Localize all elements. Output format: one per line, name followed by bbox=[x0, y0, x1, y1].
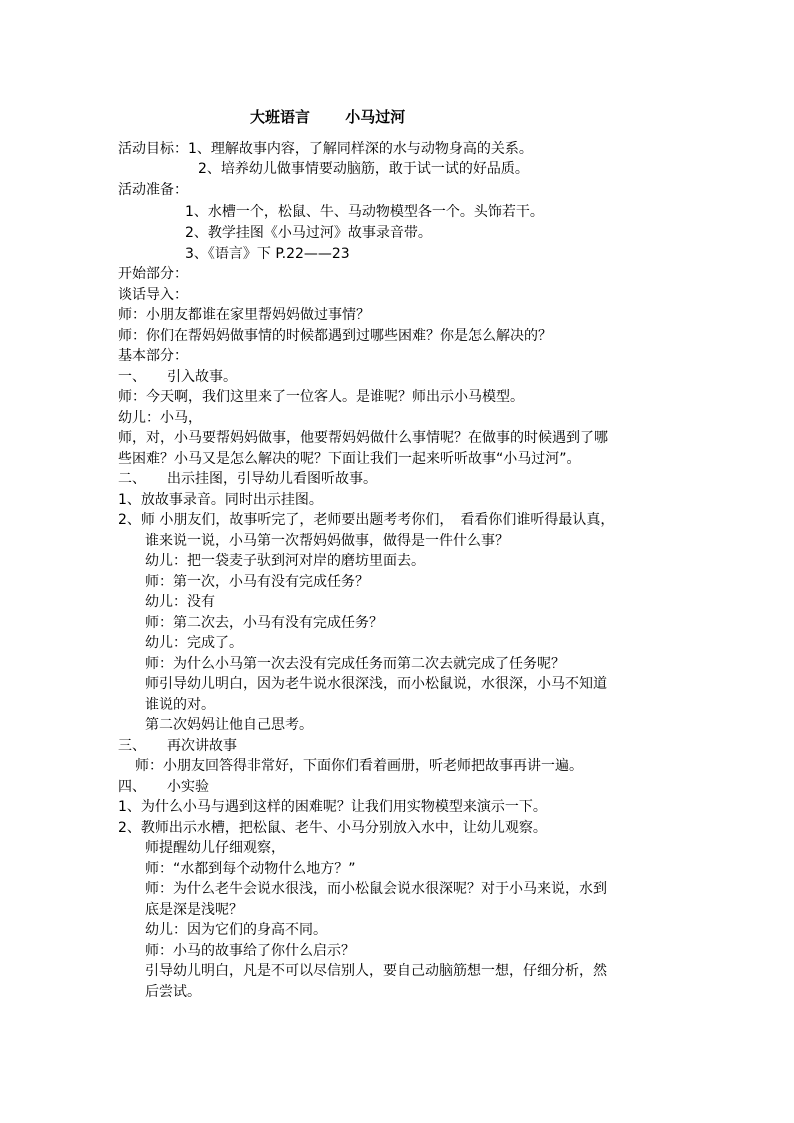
dialogue-line: 师：第二次去，小马有没有完成任务？ bbox=[145, 615, 383, 631]
text-line: 师：今天啊，我们这里来了一位客人。是谁呢？师出示小马模型。 bbox=[118, 389, 524, 405]
text-line: 1、为什么小马与遇到这样的困难呢？让我们用实物模型来演示一下。 bbox=[118, 799, 547, 815]
text-line: 师：小朋友回答得非常好，下面你们看着画册，听老师把故事再讲一遍。 bbox=[135, 758, 583, 774]
section-heading: 谈话导入： bbox=[118, 287, 188, 303]
text-line: 2、教师出示水槽，把松鼠、老牛、小马分别放入水中，让幼儿观察。 bbox=[118, 820, 547, 836]
prep-item-1: 1、水槽一个，松鼠、牛、马动物模型各一个。头饰若干。 bbox=[185, 204, 544, 220]
dialogue-line: 师提醒幼儿仔细观察， bbox=[145, 840, 285, 856]
dialogue-line: 引导幼儿明白，凡是不可以尽信别人，要自己动脑筋想一想，仔细分析，然 bbox=[145, 963, 607, 979]
section-heading: 基本部分： bbox=[118, 348, 188, 364]
document-title: 大班语言 小马过河 bbox=[250, 108, 406, 126]
dialogue-line: 后尝试。 bbox=[145, 984, 201, 1000]
dialogue-line: 第二次妈妈让他自己思考。 bbox=[145, 717, 313, 733]
dialogue-line: 幼儿：因为它们的身高不同。 bbox=[145, 922, 327, 938]
section-heading: 开始部分： bbox=[118, 266, 188, 282]
dialogue-line: 幼儿：没有 bbox=[145, 594, 215, 610]
text-line: 师：小朋友都谁在家里帮妈妈做过事情？ bbox=[118, 307, 370, 323]
dialogue-line: 底是深是浅呢？ bbox=[145, 902, 243, 918]
goal-line-2: 2、培养幼儿做事情要动脑筋，敢于试一试的好品质。 bbox=[198, 161, 529, 177]
text-line: 1、放故事录音。同时出示挂图。 bbox=[118, 492, 323, 508]
dialogue-line: 师引导幼儿明白，因为老牛说水很深浅，而小松鼠说，水很深，小马不知道 bbox=[145, 676, 607, 692]
dialogue-line: 师：第一次，小马有没有完成任务？ bbox=[145, 574, 369, 590]
step-heading: 一、 引入故事。 bbox=[118, 369, 237, 385]
prep-item-2: 2、教学挂图《小马过河》故事录音带。 bbox=[185, 225, 432, 241]
step-heading: 四、 小实验 bbox=[118, 779, 209, 795]
text-line: 幼儿：小马， bbox=[118, 410, 202, 426]
text-line: 谁来说一说，小马第一次帮妈妈做事，做得是一件什么事？ bbox=[145, 533, 509, 549]
dialogue-line: 幼儿：完成了。 bbox=[145, 635, 243, 651]
text-line: 师：你们在帮妈妈做事情的时候都遇到过哪些困难？你是怎么解决的？ bbox=[118, 328, 552, 344]
dialogue-line: 幼儿：把一袋麦子驮到河对岸的磨坊里面去。 bbox=[145, 553, 425, 569]
text-line: 些困难？小马又是怎么解决的呢？下面让我们一起来听听故事“小马过河”。 bbox=[118, 451, 581, 467]
dialogue-line: 师：为什么小马第一次去没有完成任务而第二次去就完成了任务呢？ bbox=[145, 656, 565, 672]
prep-item-3: 3、《语言》下 P.22——23 bbox=[185, 246, 350, 262]
dialogue-line: 谁说的对。 bbox=[145, 697, 215, 713]
dialogue-line: 师：小马的故事给了你什么启示？ bbox=[145, 943, 355, 959]
text-line: 2、师 小朋友们，故事听完了，老师要出题考考你们， 看看你们谁听得最认真， bbox=[118, 512, 615, 528]
dialogue-line: 师：为什么老牛会说水很浅，而小松鼠会说水很深呢？对于小马来说，水到 bbox=[145, 881, 607, 897]
step-heading: 三、 再次讲故事 bbox=[118, 738, 237, 754]
text-line: 师，对，小马要帮妈妈做事，他要帮妈妈做什么事情呢？在做事的时候遇到了哪 bbox=[118, 430, 608, 446]
dialogue-line: 师：“水都到每个动物什么地方？” bbox=[145, 861, 356, 877]
step-heading: 二、 出示挂图，引导幼儿看图听故事。 bbox=[118, 471, 377, 487]
prep-heading: 活动准备： bbox=[118, 182, 188, 198]
goal-line-1: 活动目标：1、理解故事内容，了解同样深的水与动物身高的关系。 bbox=[118, 141, 533, 157]
